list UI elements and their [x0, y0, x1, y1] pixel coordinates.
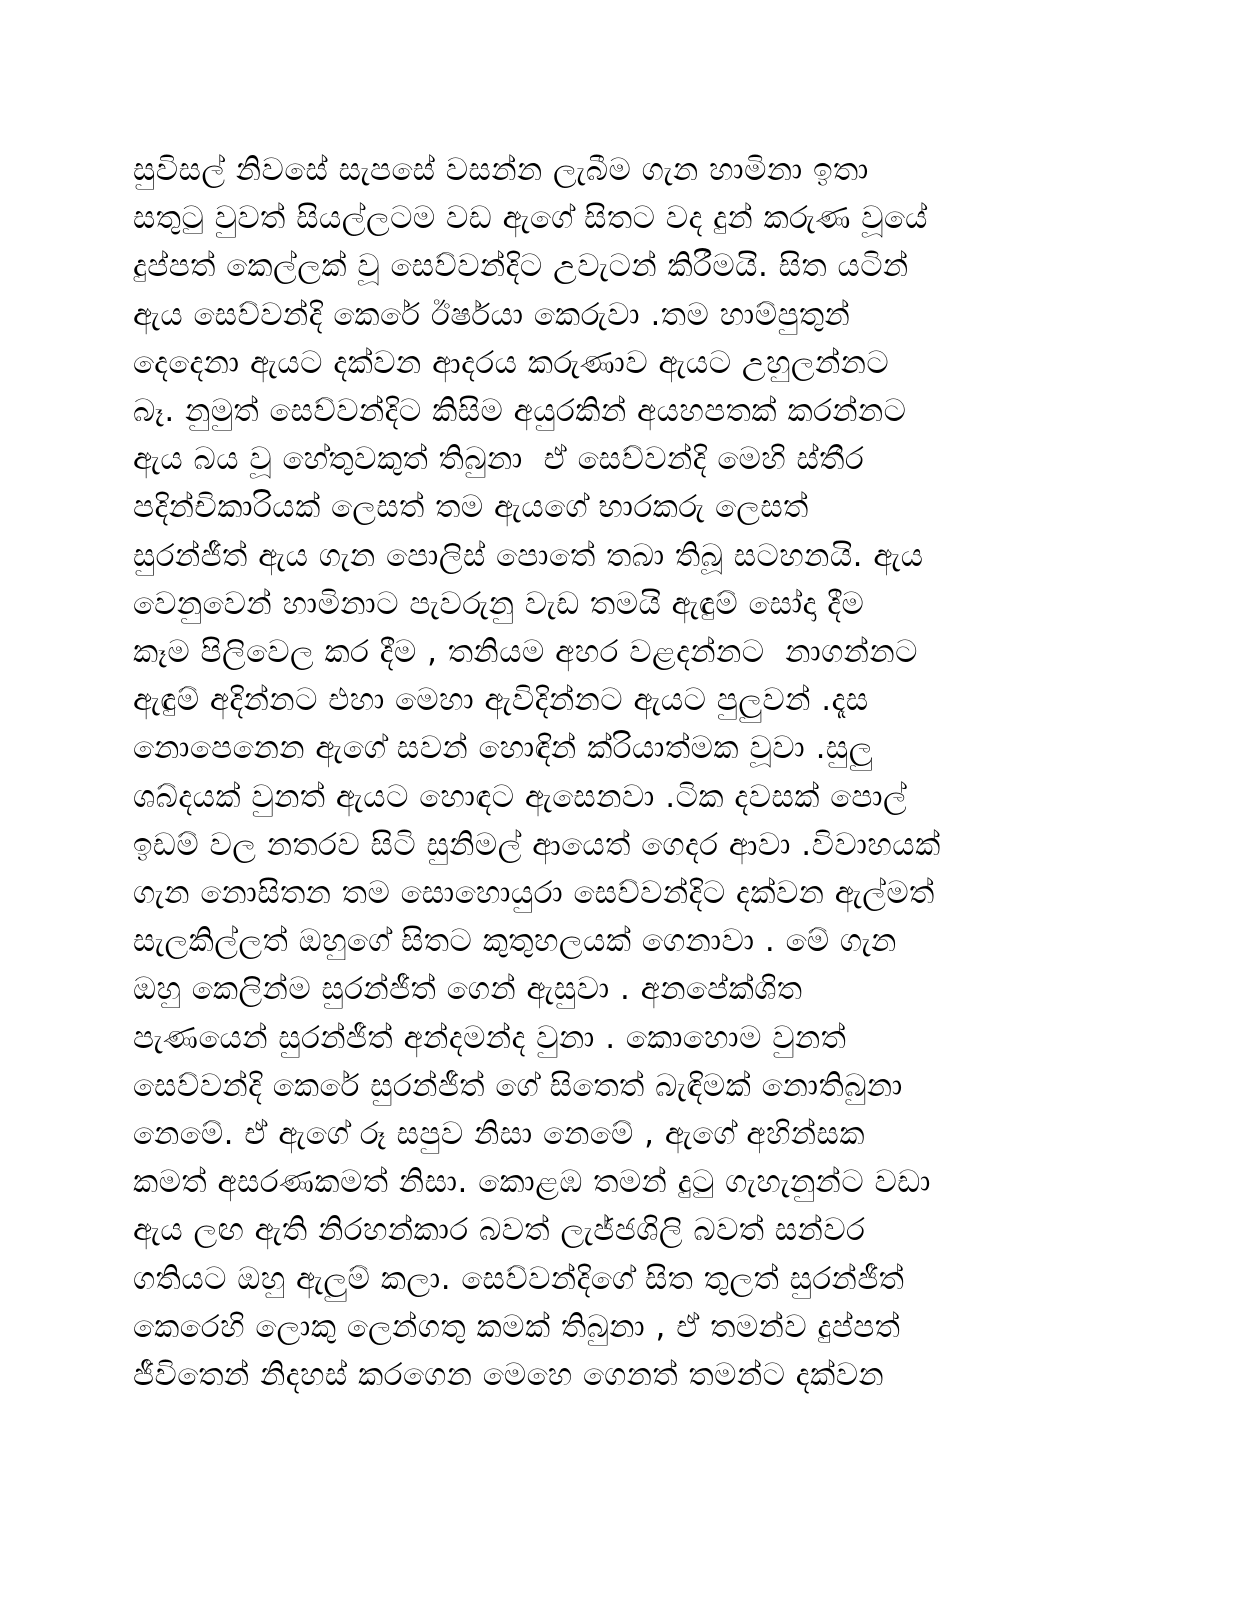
text-line: නෙමේ. ඒ ඇගේ රූ සපුව නිසා නෙමේ , ඇගේ අහින්සක — [133, 1116, 865, 1153]
text-line: කෑම පිලිවෙල කර දීම , තනියම අහර වළදන්නට නාගන්නට — [133, 634, 918, 671]
text-line: ගැන නොසිතන තම සොහොයුරා සෙව්වන්දිට දක්වන ඇල්මත් — [133, 875, 935, 912]
text-line: දුප්පත් කෙල්ලක් වූ සෙව්වන්දිට උවැටන් කිරීමයි. සිත යටින් — [133, 248, 909, 285]
text-line: ඇඳුම් අදින්නට එහා මෙහා ඇවිදින්නට ඇයට පුලුවන් .දෑස — [133, 682, 869, 719]
text-line: සුවිසල් නිවසේ සැපසේ වසන්න ලැබීම ගැන හාමිනා ඉතා — [133, 152, 869, 188]
text-line: බෑ. නුමුත් සෙව්වන්දිට කිසිම අයුරකින් අයහපතක් කරන්නට — [133, 393, 907, 430]
text-line: ඇය ලඟ ඇති නිරහන්කාර බවත් ලැජ්ජශිලි බවත් සන්වර — [133, 1212, 866, 1249]
body-text — [133, 146, 1118, 1399]
text-line: ඉඩම් වල නතරව සිටි සුනිමල් ආයෙත් ගෙදර ආවා .විවාහයක් — [133, 826, 941, 863]
text-line: සතුටු වුවත් සියල්ලටම වඩ ඇගේ සිතට වද දුන් කරුණ වූයේ — [133, 200, 928, 237]
text-line: පදින්චිකාරියක් ලෙසත් තම ඇයගේ භාරකරු ලෙසත් — [133, 489, 809, 526]
text-line: ඇය බය වූ හේතුවකුත් තිබුනා ඒ සෙව්වන්දි මෙහි ස්තීර — [133, 441, 865, 478]
text-line: ගතියට ඔහු ඇලුම් කලා. සෙව්වන්දිගේ සිත තුලත් සුරන්ජීත් — [133, 1260, 905, 1297]
text-line: ඇය සෙව්වන්දි කෙරේ ඊර්ෂයා කෙරුවා .තම හාම්පුතුන් — [133, 296, 851, 333]
text-line: කමත් අසරණකමත් නිසා. කොළඹ තමන් දුටු ගැහැනුන්ට වඩා — [133, 1164, 931, 1201]
text-line: සැලකිල්ලත් ඔහුගේ සිතට කුතුහලයක් ගෙනාවා . මේ ගැන — [133, 923, 897, 960]
text-line: ඔහු කෙලින්ම සුරන්ජීත් ගෙන් ඇසුවා . අනපේක්ශිත — [133, 971, 803, 1008]
text-line: වෙනුවෙන් හාමිනාට පැවරුනු වැඩ තමයි ඇඳුම් සෝදා දීම — [133, 585, 865, 622]
text-line: සෙව්වන්දි කෙරේ සුරන්ජීත් ගේ සිතෙත් බැඳිමක් නොතිබුනා — [133, 1067, 903, 1104]
text-line: කෙරෙහි ලොකු ලෙන්ගතු කමක් තිබුනා , ඒ තමන්ව දුප්පත් — [133, 1308, 901, 1345]
text-line: නොපෙනෙන ඇගේ සවන් හොඳින් ක්රියාත්මක වූවා .සුලු — [133, 730, 873, 767]
text-line: ජීවිතෙන් නිදහස් කරගෙන මෙහෙ ගෙනත් තමන්ට දක්වන — [133, 1357, 885, 1394]
text-line: සුරන්ජීත් ඇය ගැන පොලිස් පොතේ තබා තිබූ සටහනයි. ඇය — [133, 537, 924, 574]
text-line: ශබ්දයක් වුනත් ඇයට හොඳට ඇසෙනවා .ටික දවසක් පොල් — [133, 778, 908, 815]
text-line: දෙදෙනා ඇයට දක්වන ආදරය කරුණාව ඇයට උහුලන්නට — [133, 344, 890, 381]
text-line: පැණයෙන් සුරන්ජීත් අන්දමන්ද වුනා . කොහොම වුනත් — [133, 1019, 847, 1056]
